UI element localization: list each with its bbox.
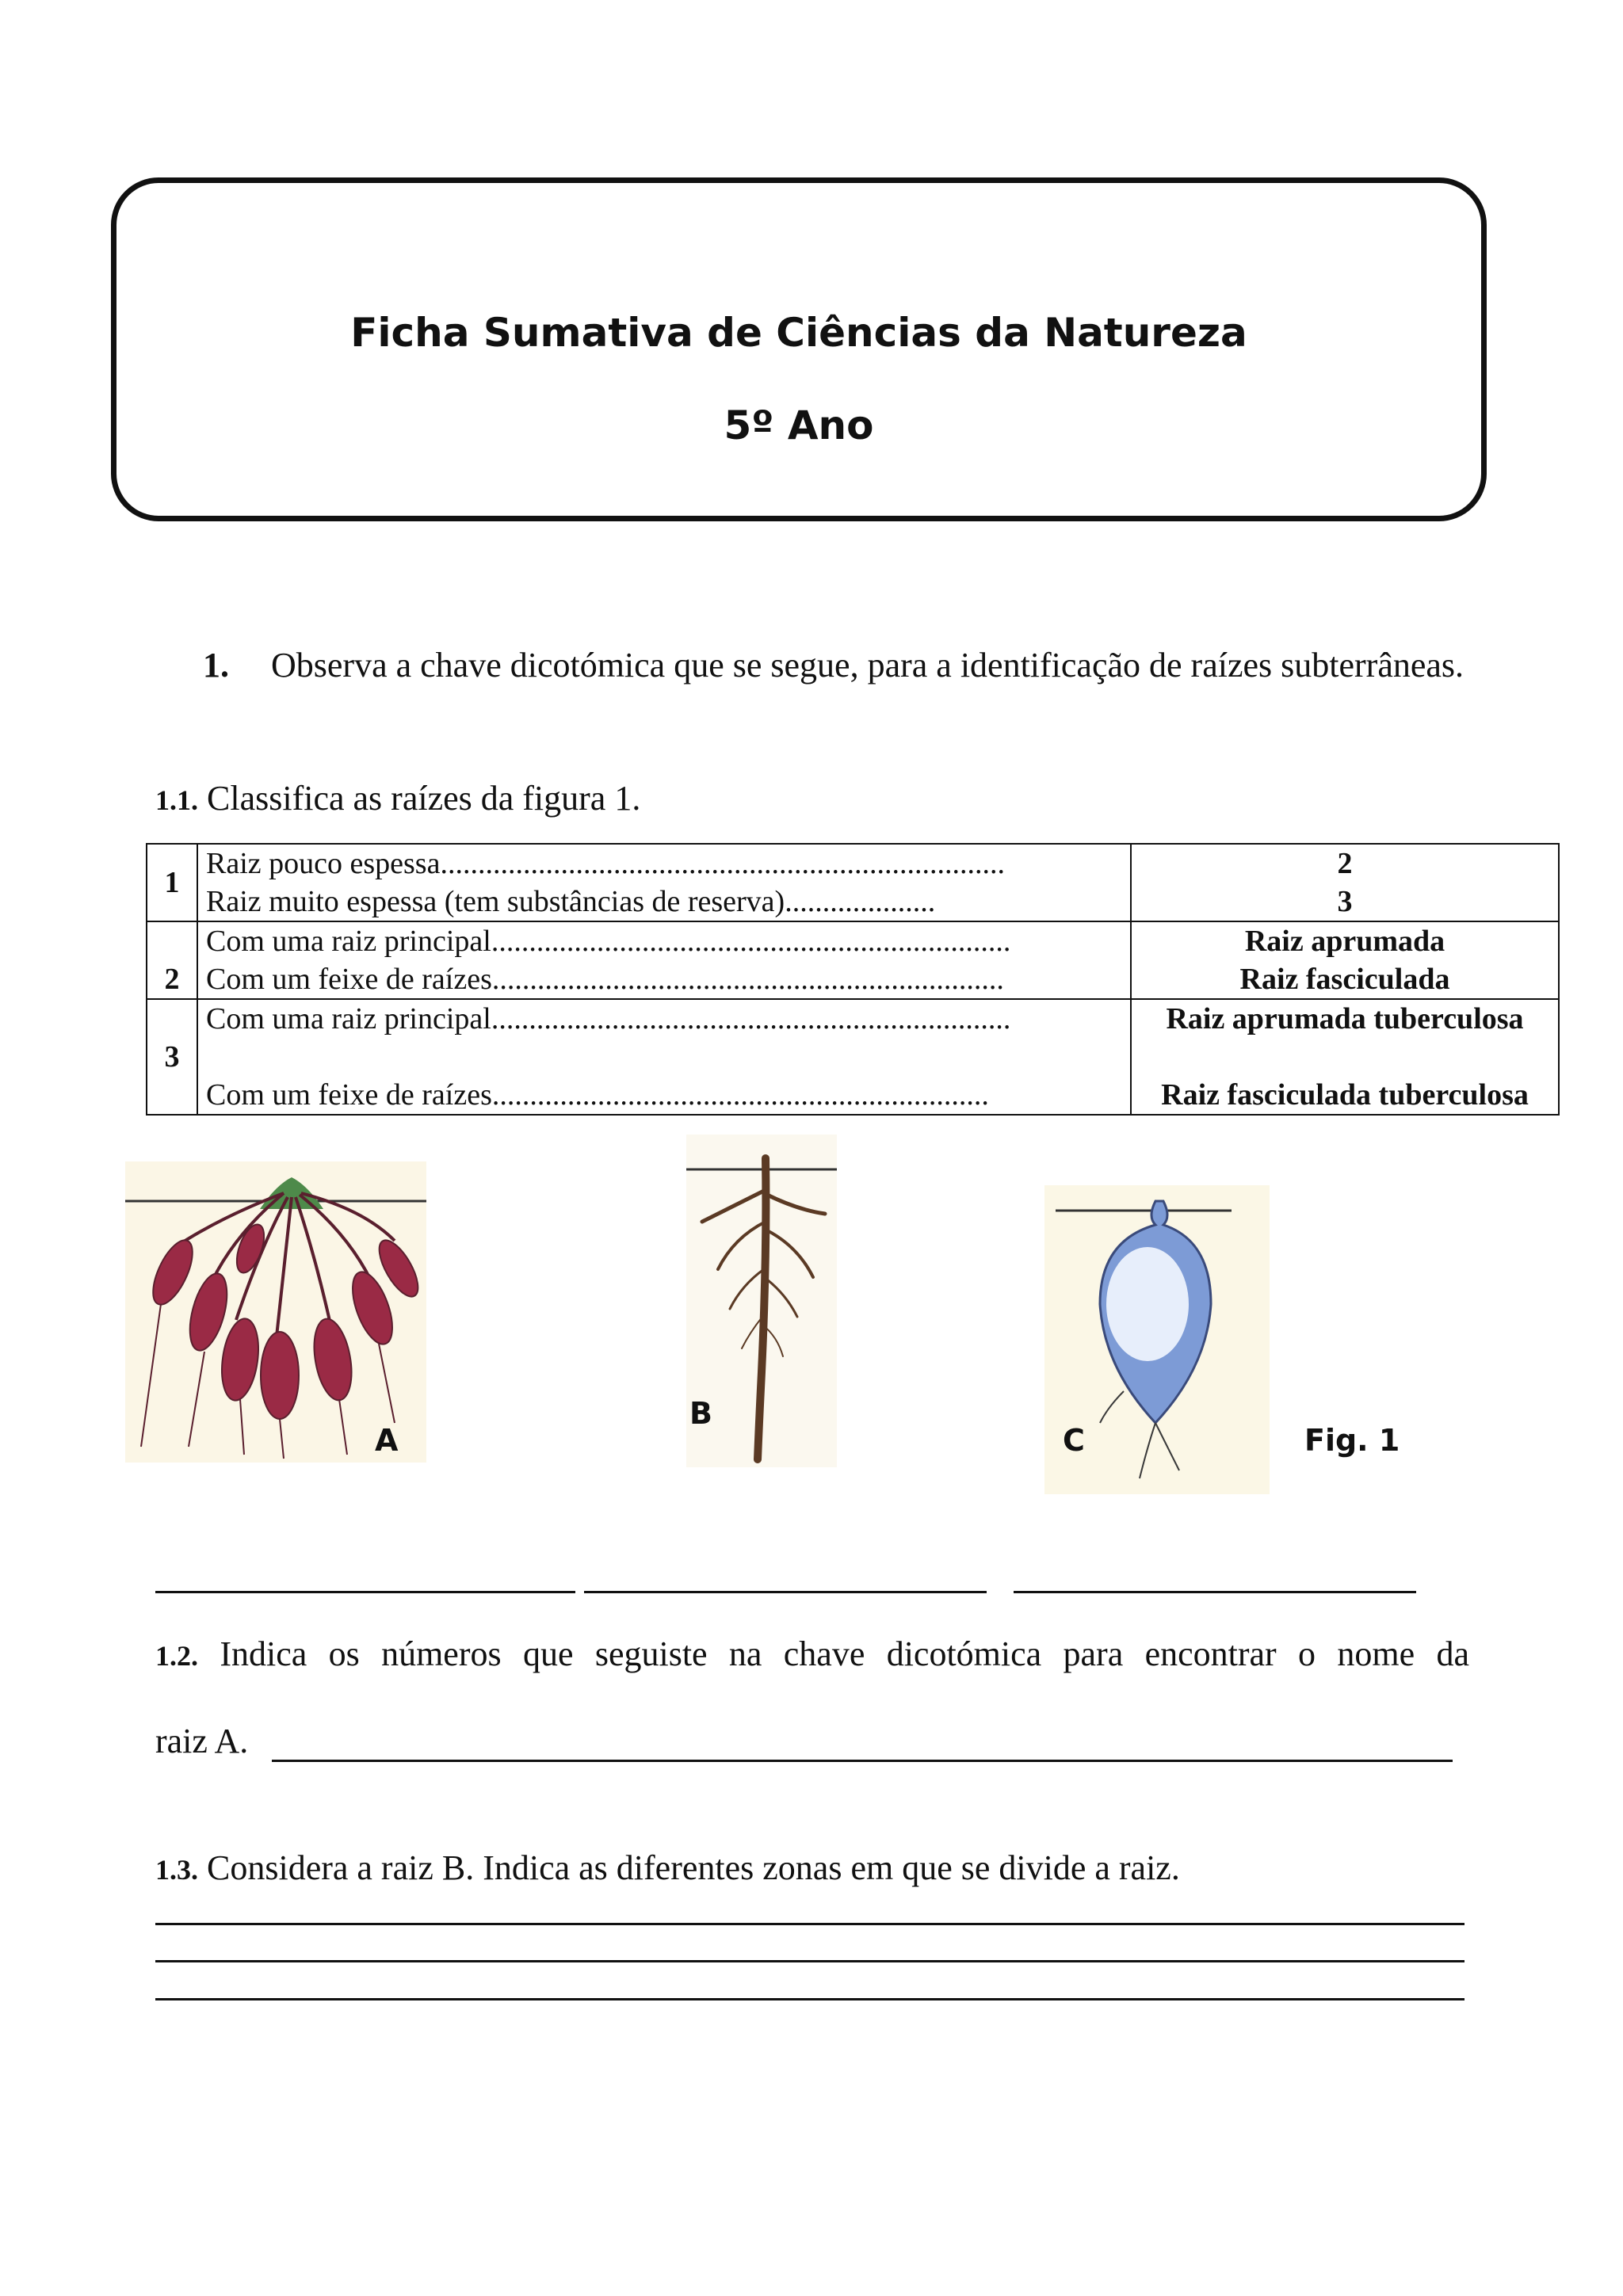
key-row-3 — [147, 999, 1559, 1115]
question-1-2-number: 1.2. — [155, 1640, 198, 1672]
key-row-1 — [147, 844, 1559, 921]
question-1-3 — [155, 1846, 1180, 1892]
key-result: Raiz aprumada — [1244, 925, 1445, 958]
figure-label-a: A — [375, 1423, 399, 1458]
answer-line-b[interactable] — [584, 1591, 987, 1593]
key-row-2 — [147, 921, 1559, 999]
key-option: Com uma raiz principal..................................................................... — [206, 925, 1011, 958]
key-results — [1131, 999, 1559, 1115]
question-1-1 — [155, 776, 640, 822]
key-result: Raiz fasciculada tuberculosa — [1161, 1078, 1529, 1112]
key-results — [1131, 844, 1559, 921]
key-option: Com um feixe de raízes.................................................................. — [206, 1078, 989, 1112]
question-1-1-text: Classifica as raízes da figura 1. — [207, 779, 641, 818]
page-title: Ficha Sumativa de Ciências da Natureza — [350, 310, 1247, 356]
key-result: Raiz fasciculada — [1239, 963, 1450, 996]
answer-line-1-2[interactable] — [272, 1760, 1453, 1762]
key-options — [197, 921, 1131, 999]
dichotomous-key-table — [146, 843, 1560, 1116]
key-results — [1131, 921, 1559, 999]
question-1-2-continuation — [155, 1719, 248, 1764]
answer-line-1-3-2[interactable] — [155, 1960, 1465, 1962]
header-box — [111, 177, 1487, 521]
key-option: Raiz pouco espessa........................................................................... — [206, 847, 1005, 880]
key-options — [197, 999, 1131, 1115]
question-1-number: 1. — [203, 646, 229, 685]
key-options — [197, 844, 1131, 921]
key-option: Raiz muito espessa (tem substâncias de reserva).................... — [206, 885, 936, 918]
question-1-3-text: Considera a raiz B. Indica as diferentes zonas em que se divide a raiz. — [207, 1848, 1180, 1887]
question-1-text: Observa a chave dicotómica que se segue, para a identificação de raízes subterrâneas. — [271, 646, 1465, 685]
question-1-2-text-2: raiz A. — [155, 1722, 249, 1760]
key-step: 1 — [147, 844, 197, 921]
key-step: 3 — [147, 999, 197, 1115]
key-result: 2 — [1337, 847, 1353, 880]
key-step: 2 — [147, 921, 197, 999]
key-result: 3 — [1337, 885, 1353, 918]
figure-caption: Fig. 1 — [1304, 1423, 1400, 1458]
question-1-2-text: Indica os números que seguiste na chave dicotómica para encontrar o nome da — [220, 1634, 1469, 1673]
key-option: Com uma raiz principal..................................................................... — [206, 1002, 1011, 1035]
answer-line-a[interactable] — [155, 1591, 575, 1593]
answer-line-c[interactable] — [1014, 1591, 1416, 1593]
question-1-2 — [155, 1632, 1469, 1678]
answer-line-1-3-3[interactable] — [155, 1998, 1465, 2000]
figure-label-c: C — [1063, 1423, 1085, 1458]
figure-label-b: B — [689, 1396, 712, 1431]
root-a-illustration — [125, 1161, 426, 1463]
answer-line-1-3-1[interactable] — [155, 1923, 1465, 1925]
key-result: Raiz aprumada tuberculosa — [1166, 1002, 1524, 1035]
question-1-1-number: 1.1. — [155, 784, 198, 816]
key-option: Com um feixe de raízes.................................................................... — [206, 963, 1004, 996]
question-1-3-number: 1.3. — [155, 1854, 198, 1886]
page-subtitle: 5º Ano — [724, 402, 874, 448]
